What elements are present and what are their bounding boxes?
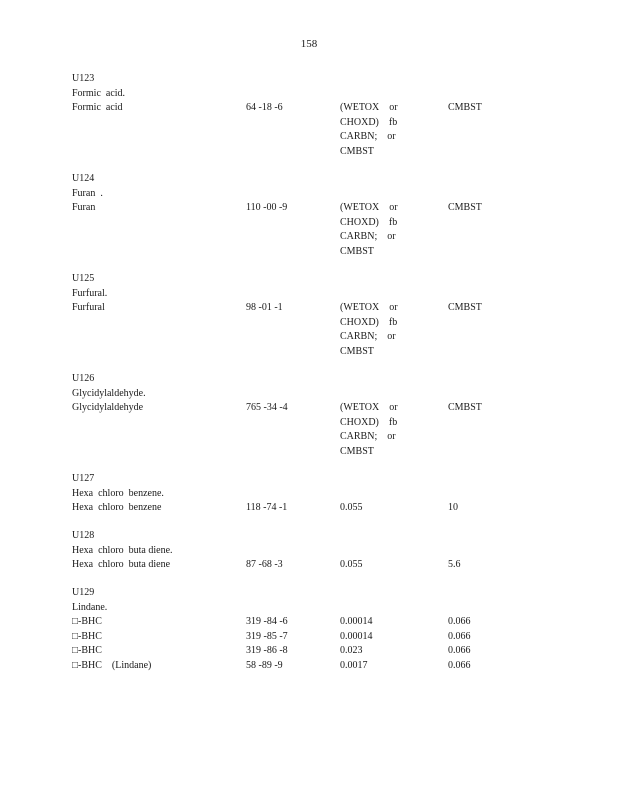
constituent-row <box>72 201 592 259</box>
constituent-name: Glycidylaldehyde <box>72 402 144 413</box>
constituent-name: Hexa chloro buta diene <box>72 559 171 570</box>
waste-heading: Formic acid. <box>72 87 126 99</box>
wastewater-standard <box>340 501 410 516</box>
constituent-name: □-BHC <box>72 616 102 627</box>
wastewater-standard <box>340 659 410 674</box>
waste-heading: Hexa chloro benzene. <box>72 487 164 499</box>
cas-number: 765 -34 -4 <box>246 402 288 413</box>
waste-entry-u129 <box>72 586 592 673</box>
page-number: 158 <box>300 38 318 50</box>
cas-number: 58 -89 -9 <box>246 659 283 671</box>
waste-entry-u128 <box>72 529 592 573</box>
constituent-row <box>72 615 592 630</box>
constituent-name: Hexa chloro benzene <box>72 502 162 513</box>
waste-heading: Furan . <box>72 187 103 199</box>
wastewater-line: (WETOX or <box>340 102 398 113</box>
constituent-name: Formic acid <box>72 102 123 113</box>
nonwastewater-standard: 0.066 <box>448 659 471 671</box>
waste-code: U124 <box>72 173 95 184</box>
wastewater-line: CMBST <box>340 445 374 457</box>
nonwastewater-standard: 5.6 <box>448 559 461 570</box>
nonwastewater-standard: CMBST <box>448 402 482 413</box>
waste-code: U125 <box>72 273 95 284</box>
wastewater-line: 0.055 <box>340 502 363 513</box>
constituent-name: Furfural <box>72 302 105 313</box>
wastewater-standard <box>340 615 410 630</box>
cas-number: 98 -01 -1 <box>246 302 283 313</box>
constituent-row <box>72 558 592 573</box>
cas-number: 118 -74 -1 <box>246 502 288 513</box>
wastewater-line: CMBST <box>340 245 374 257</box>
waste-entry-u126 <box>72 372 592 459</box>
wastewater-line: CARBN; or <box>340 431 396 442</box>
waste-code: U127 <box>72 473 95 484</box>
cas-number: 64 -18 -6 <box>246 102 283 113</box>
wastewater-standard <box>340 301 410 359</box>
constituent-row <box>72 301 592 359</box>
nonwastewater-standard: 10 <box>448 502 458 513</box>
wastewater-line: CHOXD) fb <box>340 116 398 128</box>
nonwastewater-standard: 0.066 <box>448 645 471 656</box>
nonwastewater-standard: CMBST <box>448 302 482 313</box>
waste-entry-u127 <box>72 472 592 516</box>
wastewater-line: CMBST <box>340 145 374 157</box>
waste-code: U126 <box>72 373 95 384</box>
wastewater-line: 0.055 <box>340 559 363 570</box>
waste-code: U123 <box>72 73 95 84</box>
cas-number: 319 -85 -7 <box>246 630 288 642</box>
wastewater-line: (WETOX or <box>340 402 398 413</box>
nonwastewater-standard: CMBST <box>448 202 482 213</box>
wastewater-line: 0.00014 <box>340 616 373 627</box>
wastewater-line: CHOXD) fb <box>340 316 398 328</box>
nonwastewater-standard: 0.066 <box>448 616 471 627</box>
constituent-row <box>72 501 592 516</box>
wastewater-standard <box>340 558 410 573</box>
constituent-row <box>72 401 592 459</box>
waste-entry-u124 <box>72 172 592 259</box>
wastewater-line: CHOXD) fb <box>340 416 398 428</box>
wastewater-line: CHOXD) fb <box>340 216 398 228</box>
wastewater-standard <box>340 101 410 159</box>
waste-entry-u123 <box>72 72 592 159</box>
wastewater-standard <box>340 630 410 645</box>
wastewater-line: CARBN; or <box>340 231 396 242</box>
wastewater-standard <box>340 644 410 659</box>
waste-code: U128 <box>72 530 95 541</box>
wastewater-line: CMBST <box>340 345 374 357</box>
cas-number: 319 -84 -6 <box>246 616 288 627</box>
constituent-name: Furan <box>72 202 96 213</box>
constituent-row <box>72 101 592 159</box>
wastewater-line: (WETOX or <box>340 302 398 313</box>
constituent-name: □-BHC <box>72 630 102 642</box>
wastewater-line: 0.0017 <box>340 659 368 671</box>
cas-number: 110 -00 -9 <box>246 202 288 213</box>
constituent-name: □-BHC <box>72 645 102 656</box>
constituent-row <box>72 644 592 659</box>
wastewater-standard <box>340 201 410 259</box>
nonwastewater-standard: CMBST <box>448 102 482 113</box>
wastewater-line: 0.023 <box>340 645 363 656</box>
waste-entry-u125 <box>72 272 592 359</box>
constituent-row <box>72 659 592 674</box>
wastewater-standard <box>340 401 410 459</box>
wastewater-line: (WETOX or <box>340 202 398 213</box>
cas-number: 319 -86 -8 <box>246 645 288 656</box>
constituent-row <box>72 630 592 645</box>
waste-code: U129 <box>72 587 95 598</box>
cas-number: 87 -68 -3 <box>246 559 283 570</box>
nonwastewater-standard: 0.066 <box>448 630 471 642</box>
wastewater-line: 0.00014 <box>340 630 373 642</box>
waste-heading: Glycidylaldehyde. <box>72 387 146 399</box>
constituent-name: □-BHC (Lindane) <box>72 659 152 671</box>
waste-heading: Furfural. <box>72 287 108 299</box>
wastewater-line: CARBN; or <box>340 331 396 342</box>
wastewater-line: CARBN; or <box>340 131 396 142</box>
waste-heading: Lindane. <box>72 601 108 613</box>
waste-heading: Hexa chloro buta diene. <box>72 544 173 556</box>
